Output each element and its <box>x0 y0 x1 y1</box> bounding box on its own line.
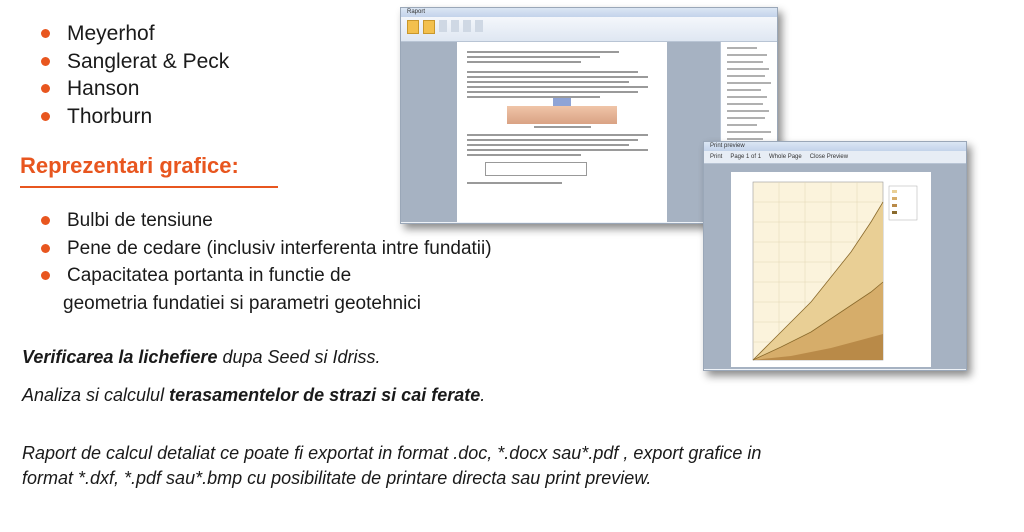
report-line: format *.dxf, *.pdf sau*.bmp cu posibilitate de printare directa sau print preview. <box>22 468 652 488</box>
method-item <box>41 48 229 76</box>
method-label: Sanglerat & Peck <box>67 49 230 73</box>
graphic-item <box>41 262 492 290</box>
print-button[interactable]: Print <box>710 154 723 160</box>
report-page <box>457 42 667 222</box>
earthworks-post: . <box>480 385 486 405</box>
methods-list <box>41 20 229 130</box>
report-paragraph <box>22 441 761 491</box>
heading-underline <box>20 186 278 188</box>
graphic-item <box>41 235 492 263</box>
preview-chart <box>731 172 931 367</box>
bullet-icon <box>41 29 50 38</box>
section-heading: Reprezentari grafice: <box>20 153 239 178</box>
method-label: Thorburn <box>67 104 153 128</box>
page-indicator: Page 1 of 1 <box>730 154 762 160</box>
bullet-icon <box>41 112 50 121</box>
report-ribbon <box>401 17 777 42</box>
bullet-icon <box>41 216 50 225</box>
bullet-icon <box>41 84 50 93</box>
preview-window-title: Print preview <box>704 142 966 151</box>
liquefaction-rest: dupa Seed si Idriss. <box>217 347 381 367</box>
preview-area <box>704 164 966 369</box>
graphic-item-continuation <box>41 290 492 318</box>
graphic-label: Bulbi de tensiune <box>67 210 213 231</box>
report-window-title: Raport <box>401 8 777 17</box>
zoom-select[interactable]: Whole Page <box>769 154 802 160</box>
method-item <box>41 75 229 103</box>
bullet-icon <box>41 57 50 66</box>
method-label: Hanson <box>67 77 140 100</box>
earthworks-bold: terasamentelor de strazi si cai ferate <box>169 385 481 405</box>
bullet-icon <box>41 244 50 253</box>
print-preview-window <box>703 141 967 371</box>
report-line: Raport de calcul detaliat ce poate fi exportat in format .doc, *.docx sau*.pdf , export grafice in <box>22 443 762 463</box>
method-label: Meyerhof <box>67 22 155 45</box>
close-preview-button[interactable]: Close Preview <box>809 154 849 160</box>
earthworks-pre: Analiza si calculul <box>22 385 170 405</box>
report-figure <box>507 106 617 124</box>
graphic-label: geometria fundatiei si parametri geotehnici <box>63 292 422 314</box>
graphic-label: Pene de cedare (inclusiv interferenta intre fundatii) <box>67 237 492 259</box>
liquefaction-paragraph <box>22 347 381 368</box>
liquefaction-bold: Verificarea la lichefiere <box>22 347 218 367</box>
report-document-area <box>401 42 723 222</box>
earthworks-paragraph <box>22 385 485 406</box>
method-item <box>41 20 229 48</box>
graphic-label: Capacitatea portanta in functie de <box>67 265 352 286</box>
bullet-icon <box>41 271 50 280</box>
preview-toolbar <box>704 151 966 164</box>
preview-page <box>731 172 931 367</box>
method-item <box>41 103 229 131</box>
